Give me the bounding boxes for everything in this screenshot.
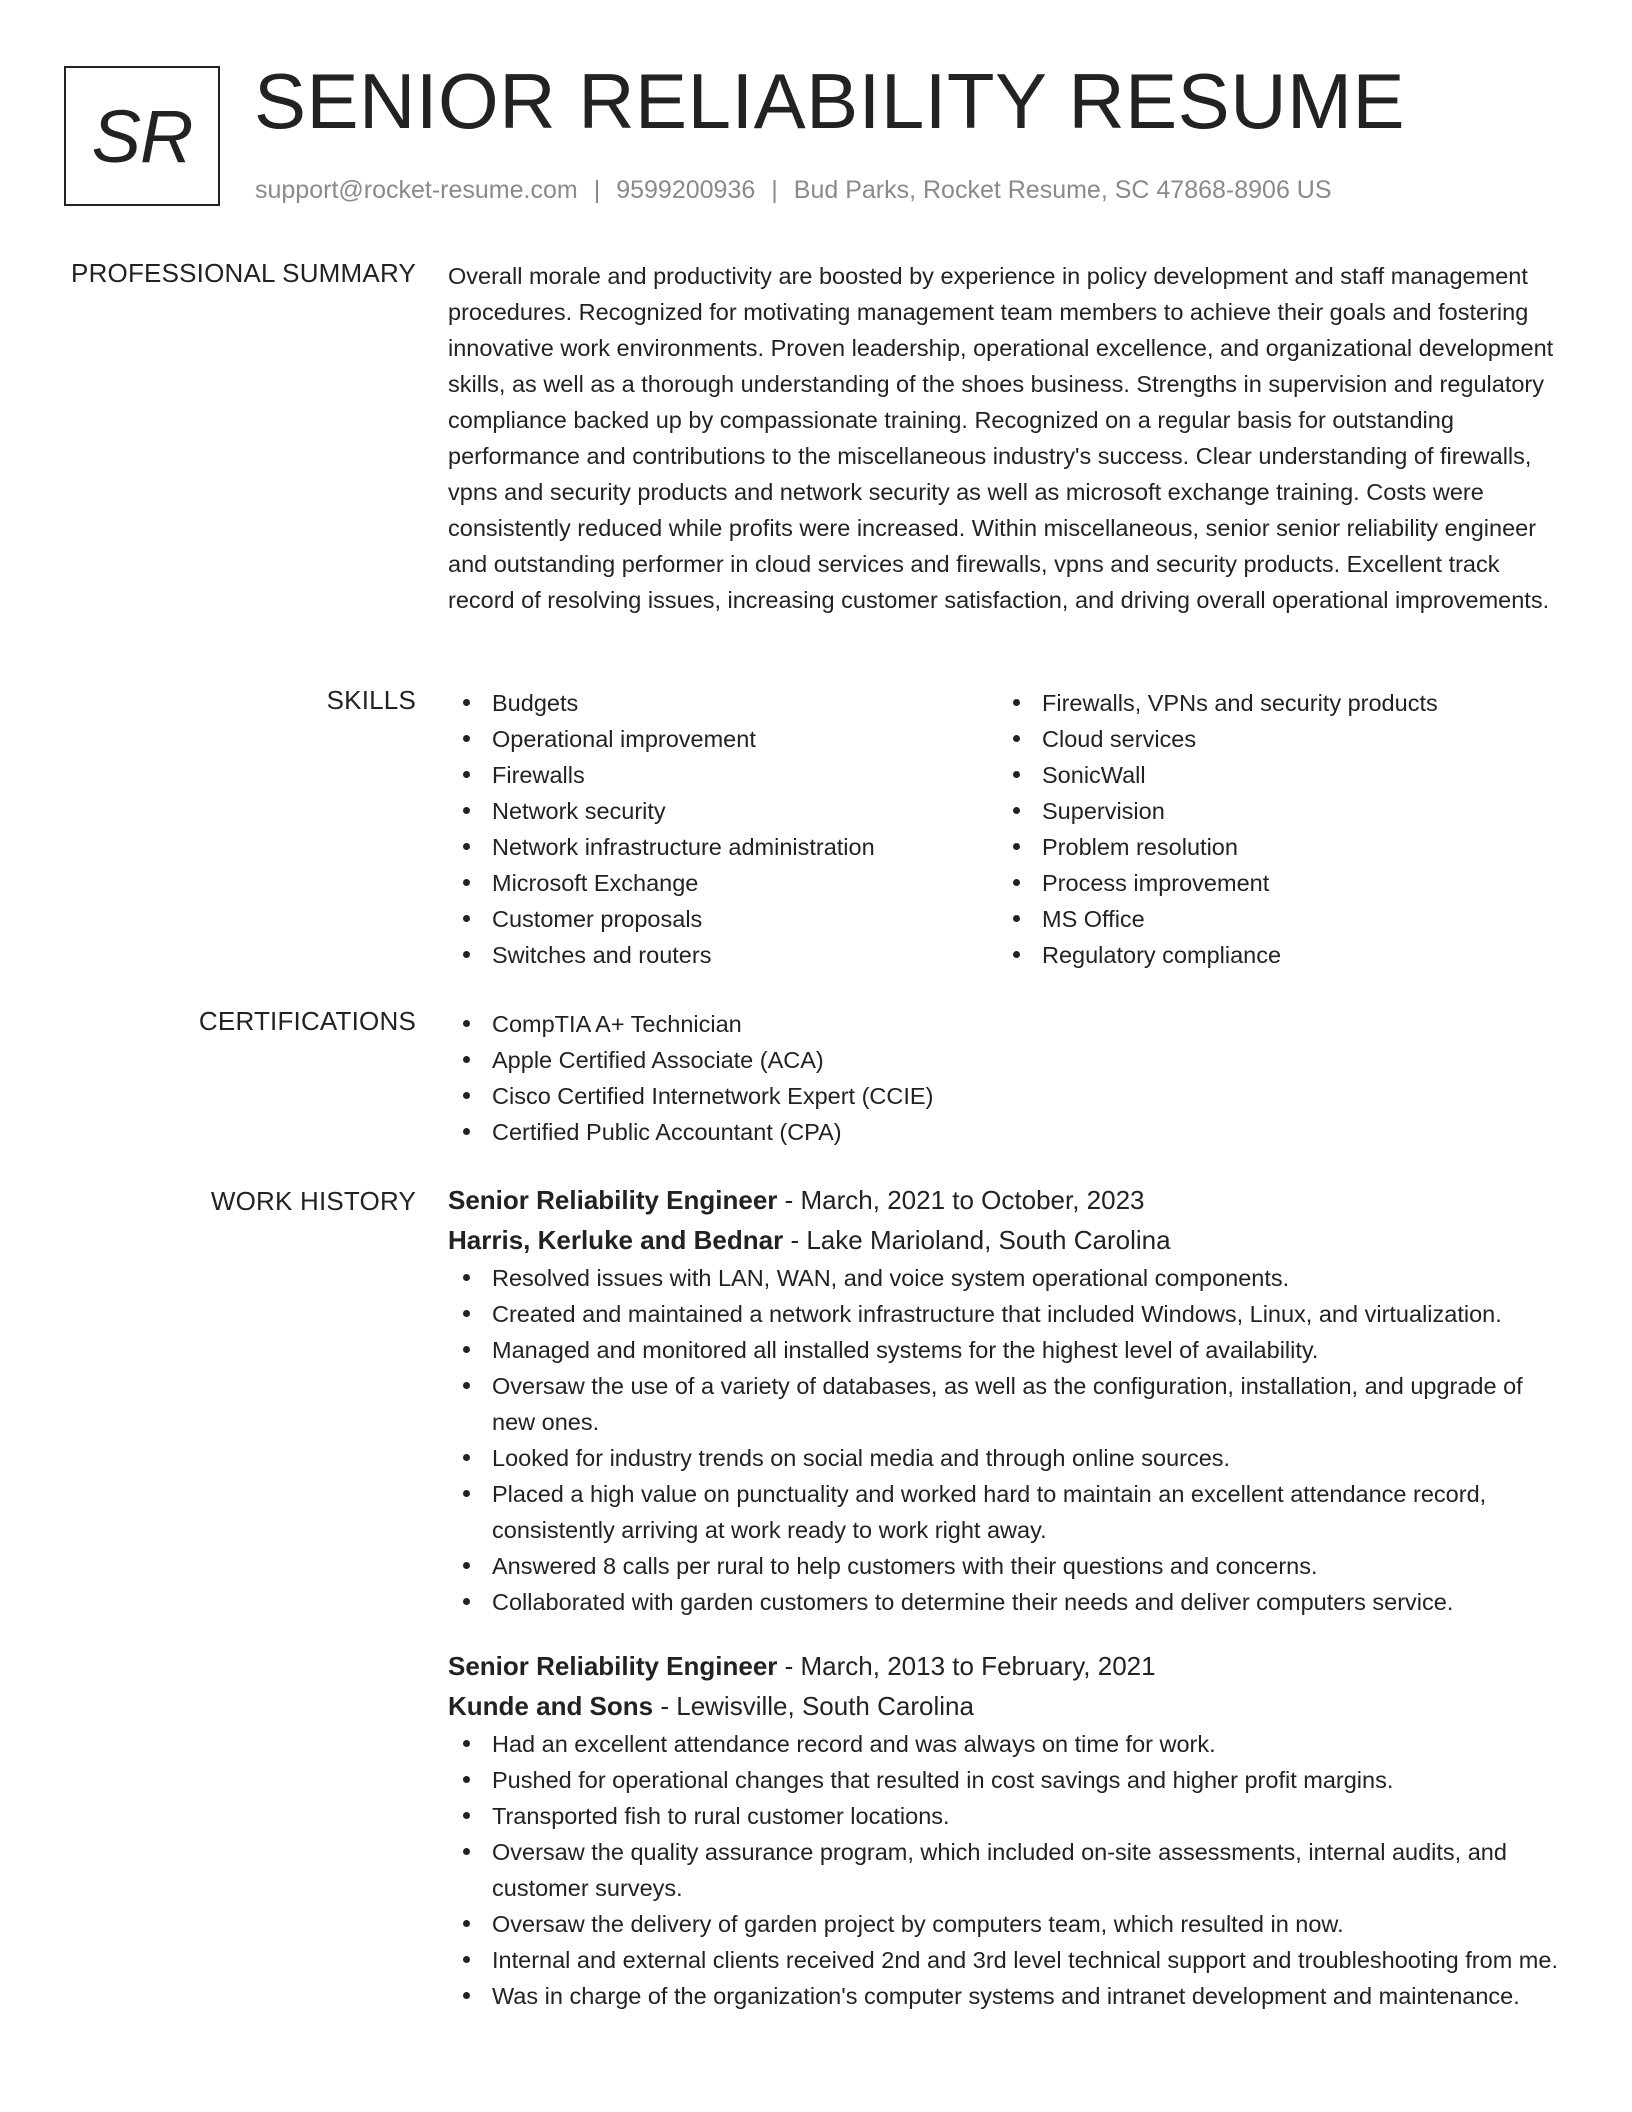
job-duty: Created and maintained a network infrastructure that included Windows, Linux, and virtualization. — [448, 1296, 1568, 1332]
contact-email[interactable]: support@rocket-resume.com — [255, 176, 578, 204]
summary-body — [448, 258, 1568, 618]
skills-list-right — [998, 685, 1548, 973]
skill-item: MS Office — [998, 901, 1548, 937]
job-duty: Was in charge of the organization's computer systems and intranet development and maintenance. — [448, 1978, 1568, 2014]
job-duties-list — [448, 1260, 1568, 1620]
skill-item: Problem resolution — [998, 829, 1548, 865]
contact-line — [255, 176, 1332, 205]
contact-separator: | — [771, 176, 778, 204]
skills-body — [448, 685, 1568, 973]
job-duty: Transported fish to rural customer locations. — [448, 1798, 1568, 1834]
job-duty: Placed a high value on punctuality and worked hard to maintain an excellent attendance record, consistently arriving at work ready to work right away. — [448, 1476, 1568, 1548]
contact-phone[interactable]: 9599200936 — [616, 176, 756, 204]
certification-item: Cisco Certified Internetwork Expert (CCIE) — [448, 1078, 1568, 1114]
job-duty: Oversaw the delivery of garden project by computers team, which resulted in now. — [448, 1906, 1568, 1942]
contact-separator: | — [593, 176, 601, 204]
job-duty: Oversaw the quality assurance program, which included on-site assessments, internal audits, and customer surveys. — [448, 1834, 1568, 1906]
job-location: - Lewisville, South Carolina — [653, 1691, 974, 1721]
job-duty: Internal and external clients received 2nd and 3rd level technical support and troubleshooting from me. — [448, 1942, 1568, 1978]
job-duty: Pushed for operational changes that resulted in cost savings and higher profit margins. — [448, 1762, 1568, 1798]
resume-title: SENIOR RELIABILITY RESUME — [254, 57, 1406, 145]
job-location: - Lake Marioland, South Carolina — [783, 1225, 1171, 1255]
job-title-line — [448, 1180, 1568, 1220]
skill-item: Network infrastructure administration — [448, 829, 998, 865]
skill-item: SonicWall — [998, 757, 1548, 793]
job-duties-list — [448, 1726, 1568, 2014]
skills-heading: SKILLS — [326, 685, 416, 715]
work-history-heading: WORK HISTORY — [210, 1186, 416, 1216]
job-company-line — [448, 1220, 1568, 1260]
skill-item: Cloud services — [998, 721, 1548, 757]
skill-item: Regulatory compliance — [998, 937, 1548, 973]
skill-item: Customer proposals — [448, 901, 998, 937]
summary-text: Overall morale and productivity are boosted by experience in policy development and staff management procedures. Recognized for motivating management team members to achieve their goals and fostering innovative work environments. Proven leadership, operational excellence, and organizational development skills, as well as a thorough understanding of the shoes business. Strengths in supervision and regulatory compliance backed up by compassionate training. Recognized on a regular basis for outstanding performance and contributions to the miscellaneous industry's success. Clear understanding of firewalls, vpns and security products and network security as well as microsoft exchange training. Costs were consistently reduced while profits were increased. Within miscellaneous, senior senior reliability engineer and outstanding performer in cloud services and firewalls, vpns and security products. Excellent track record of resolving issues, increasing customer satisfaction, and driving overall operational improvements. — [448, 263, 1554, 613]
skill-item: Budgets — [448, 685, 998, 721]
contact-address: Bud Parks, Rocket Resume, SC 47868-8906 US — [793, 176, 1332, 204]
job-dates: - March, 2021 to October, 2023 — [777, 1185, 1145, 1215]
job-duty: Oversaw the use of a variety of databases, as well as the configuration, installation, and upgrade of new ones. — [448, 1368, 1568, 1440]
monogram-initials: SR — [91, 94, 193, 178]
job-company: Kunde and Sons — [448, 1691, 654, 1721]
skills-list-left — [448, 685, 998, 973]
certification-item: Apple Certified Associate (ACA) — [448, 1042, 1568, 1078]
summary-heading: PROFESSIONAL SUMMARY — [71, 258, 416, 288]
certification-item: CompTIA A+ Technician — [448, 1006, 1568, 1042]
job-dates: - March, 2013 to February, 2021 — [777, 1651, 1156, 1681]
skill-item: Network security — [448, 793, 998, 829]
job-title-line — [448, 1646, 1568, 1686]
job-duty: Collaborated with garden customers to determine their needs and deliver computers service. — [448, 1584, 1568, 1620]
skill-item: Supervision — [998, 793, 1548, 829]
job-company: Harris, Kerluke and Bednar — [448, 1225, 784, 1255]
skill-item: Microsoft Exchange — [448, 865, 998, 901]
certification-item: Certified Public Accountant (CPA) — [448, 1114, 1568, 1150]
monogram-logo — [64, 66, 220, 206]
skill-item: Operational improvement — [448, 721, 998, 757]
job-entry — [448, 1646, 1568, 2014]
work-history-body — [448, 1180, 1568, 2014]
certifications-body — [448, 1006, 1568, 1150]
job-company-line — [448, 1686, 1568, 1726]
job-entry — [448, 1180, 1568, 1620]
skill-item: Process improvement — [998, 865, 1548, 901]
skill-item: Switches and routers — [448, 937, 998, 973]
job-duty: Had an excellent attendance record and was always on time for work. — [448, 1726, 1568, 1762]
job-duty: Answered 8 calls per rural to help customers with their questions and concerns. — [448, 1548, 1568, 1584]
skill-item: Firewalls, VPNs and security products — [998, 685, 1548, 721]
job-title: Senior Reliability Engineer — [448, 1185, 778, 1215]
job-title: Senior Reliability Engineer — [448, 1651, 778, 1681]
skill-item: Firewalls — [448, 757, 998, 793]
certifications-list — [448, 1006, 1568, 1150]
job-duty: Resolved issues with LAN, WAN, and voice system operational components. — [448, 1260, 1568, 1296]
job-duty: Looked for industry trends on social media and through online sources. — [448, 1440, 1568, 1476]
job-duty: Managed and monitored all installed systems for the highest level of availability. — [448, 1332, 1568, 1368]
certifications-heading: CERTIFICATIONS — [198, 1006, 416, 1036]
